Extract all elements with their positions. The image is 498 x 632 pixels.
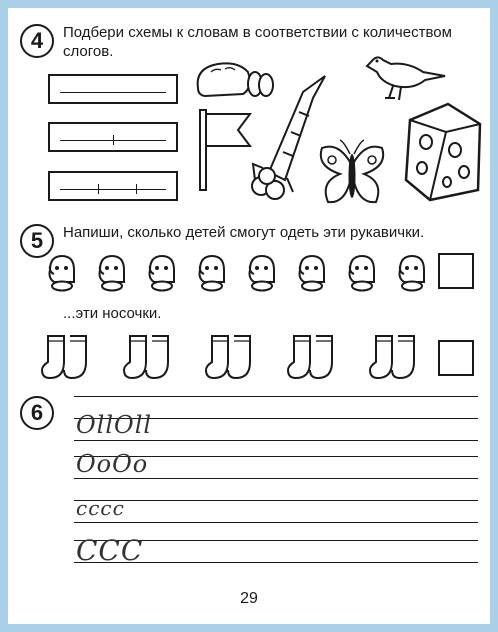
mitten-icon <box>196 252 228 294</box>
sock-icon <box>204 332 284 382</box>
socks-prompt: ...эти носочки. <box>63 305 162 322</box>
writing-line <box>74 522 478 523</box>
mitten-icon <box>96 252 128 294</box>
socks-answer-box[interactable] <box>438 340 474 376</box>
copy-line-2: OoOo <box>76 450 149 478</box>
sock-icon <box>286 332 366 382</box>
sock-icon <box>368 332 448 382</box>
bird-icon[interactable] <box>363 50 448 105</box>
syllable-scheme-3[interactable] <box>48 171 178 201</box>
syllable-scheme-2[interactable] <box>48 122 178 152</box>
scheme-line <box>60 92 166 93</box>
task-4-text: Подбери схемы к словам в соответствии с количеством слогов. <box>63 24 452 60</box>
mitten-icon <box>296 252 328 294</box>
writing-line <box>74 396 478 397</box>
task-4-number: 4 <box>20 24 54 58</box>
cheese-icon[interactable] <box>400 98 484 204</box>
mitten-icon <box>396 252 428 294</box>
syllable-scheme-1[interactable] <box>48 74 178 104</box>
syllable-divider <box>136 184 137 194</box>
mittens-answer-box[interactable] <box>438 253 474 289</box>
copy-line-4: CCC <box>76 534 144 567</box>
mitten-icon <box>146 252 178 294</box>
copy-line-1: OllOll <box>76 411 153 439</box>
flag-icon[interactable] <box>194 106 256 192</box>
task-6-number: 6 <box>20 396 54 430</box>
task-5-number: 5 <box>20 224 54 258</box>
sock-icon <box>40 332 120 382</box>
syllable-divider <box>113 135 114 145</box>
mitten-icon <box>46 252 78 294</box>
writing-line <box>74 478 478 479</box>
writing-line <box>74 500 478 501</box>
workbook-page <box>8 8 490 624</box>
sock-icon <box>122 332 202 382</box>
mitten-icon <box>246 252 278 294</box>
copy-line-3: cccc <box>76 496 125 520</box>
writing-line <box>74 440 478 441</box>
syllable-divider <box>98 184 99 194</box>
task-5-text: Напиши, сколько детей смогут одеть эти рукавички. <box>63 224 425 241</box>
page-number: 29 <box>240 590 258 607</box>
scheme-line <box>60 189 166 190</box>
butterfly-icon[interactable] <box>314 138 390 218</box>
mitten-icon <box>346 252 378 294</box>
